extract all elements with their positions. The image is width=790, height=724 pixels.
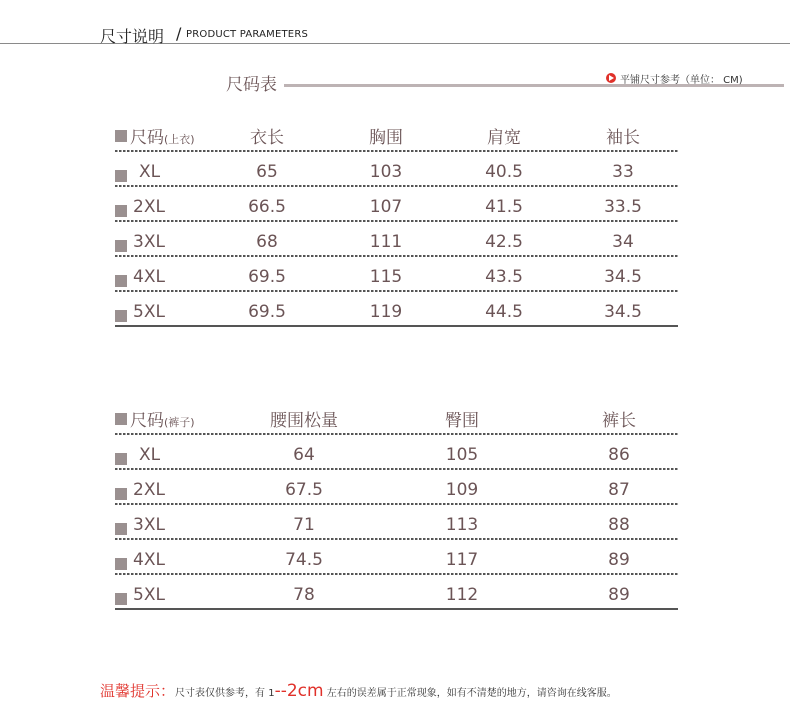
table-row: [115, 510, 678, 540]
value-cell: 43.5: [485, 267, 523, 287]
size-cell: 4XL: [133, 267, 165, 287]
value-cell: 69.5: [248, 302, 286, 322]
value-cell: 65: [256, 162, 278, 182]
value-cell: 66.5: [248, 197, 286, 217]
column-header: 裤长: [602, 411, 636, 431]
bullet-square: [115, 413, 127, 425]
value-cell: 109: [445, 480, 479, 500]
size-label: 尺码: [130, 411, 164, 431]
size-cell: 2XL: [133, 197, 165, 217]
value-cell: 41.5: [485, 197, 523, 217]
table-row: [115, 192, 678, 222]
value-cell: 64: [293, 445, 315, 465]
value-cell: 86: [608, 445, 630, 465]
unit-note: 平铺尺寸参考（单位： CM): [620, 75, 743, 86]
value-cell: 117: [445, 550, 479, 570]
bullet-square: [115, 488, 127, 500]
size-cell: 5XL: [133, 585, 165, 605]
bullet-square: [115, 170, 127, 182]
column-header: 袖长: [606, 128, 640, 148]
value-cell: 113: [445, 515, 479, 535]
header-slash: /: [176, 24, 182, 43]
table-row: [115, 262, 678, 292]
size-cell: XL: [139, 445, 161, 465]
value-cell: 105: [445, 445, 479, 465]
value-cell: 119: [369, 302, 403, 322]
value-cell: 68: [256, 232, 278, 252]
bullet-square: [115, 130, 127, 142]
table-row: [115, 440, 678, 470]
value-cell: 112: [445, 585, 479, 605]
footer-text-a: 尺寸表仅供参考，有 1: [175, 688, 275, 699]
value-cell: 34.5: [604, 267, 642, 287]
size-cell: 5XL: [133, 302, 165, 322]
table-row: [115, 475, 678, 505]
table-row: [115, 227, 678, 257]
table-row: [115, 297, 678, 327]
value-cell: 89: [608, 550, 630, 570]
value-cell: 111: [369, 232, 403, 252]
bullet-square: [115, 275, 127, 287]
header-title-en: PRODUCT PARAMETERS: [186, 29, 309, 40]
bullet-square: [115, 558, 127, 570]
size-label-group: [130, 123, 195, 148]
size-chart-title: 尺码表: [226, 75, 277, 95]
size-cell: 3XL: [133, 515, 165, 535]
value-cell: 69.5: [248, 267, 286, 287]
value-cell: 107: [369, 197, 403, 217]
value-cell: 89: [608, 585, 630, 605]
size-cell: 4XL: [133, 550, 165, 570]
value-cell: 88: [608, 515, 630, 535]
value-cell: 33.5: [604, 197, 642, 217]
size-cell: XL: [139, 162, 161, 182]
size-cell: 2XL: [133, 480, 165, 500]
bullet-square: [115, 240, 127, 252]
value-cell: 71: [293, 515, 315, 535]
value-cell: 33: [612, 162, 634, 182]
value-cell: 34: [612, 232, 634, 252]
bullet-square: [115, 593, 127, 605]
table-row: [115, 157, 678, 187]
size-sublabel: (裤子): [164, 416, 195, 429]
value-cell: 42.5: [485, 232, 523, 252]
header-title-cn: 尺寸说明: [100, 27, 165, 46]
value-cell: 40.5: [485, 162, 523, 182]
size-label-group: [130, 406, 195, 431]
size-sublabel: (上衣): [164, 133, 195, 146]
bullet-square: [115, 310, 127, 322]
value-cell: 34.5: [604, 302, 642, 322]
footer-notice: [100, 680, 617, 701]
table-row: [115, 545, 678, 575]
value-cell: 115: [369, 267, 403, 287]
size-label: 尺码: [130, 128, 164, 148]
table-header-row: [115, 120, 678, 152]
bullet-square: [115, 453, 127, 465]
column-header: 臀围: [445, 411, 479, 431]
footer-range: --2cm: [274, 681, 324, 701]
bullet-square: [115, 523, 127, 535]
column-header: 衣长: [250, 128, 284, 148]
column-header: 腰围松量: [270, 411, 338, 431]
arrow-circle-icon: [606, 73, 616, 83]
value-cell: 87: [608, 480, 630, 500]
size-cell: 3XL: [133, 232, 165, 252]
value-cell: 67.5: [285, 480, 323, 500]
column-header: 胸围: [369, 128, 403, 148]
value-cell: 74.5: [285, 550, 323, 570]
value-cell: 78: [293, 585, 315, 605]
value-cell: 44.5: [485, 302, 523, 322]
value-cell: 103: [369, 162, 403, 182]
table-row: [115, 580, 678, 610]
bullet-square: [115, 205, 127, 217]
table-header-row: [115, 403, 678, 435]
column-header: 肩宽: [487, 128, 521, 148]
footer-text-c: 左右的误差属于正常现象，如有不清楚的地方，请咨询在线客服。: [323, 688, 617, 699]
footer-label: 温馨提示：: [100, 682, 176, 700]
